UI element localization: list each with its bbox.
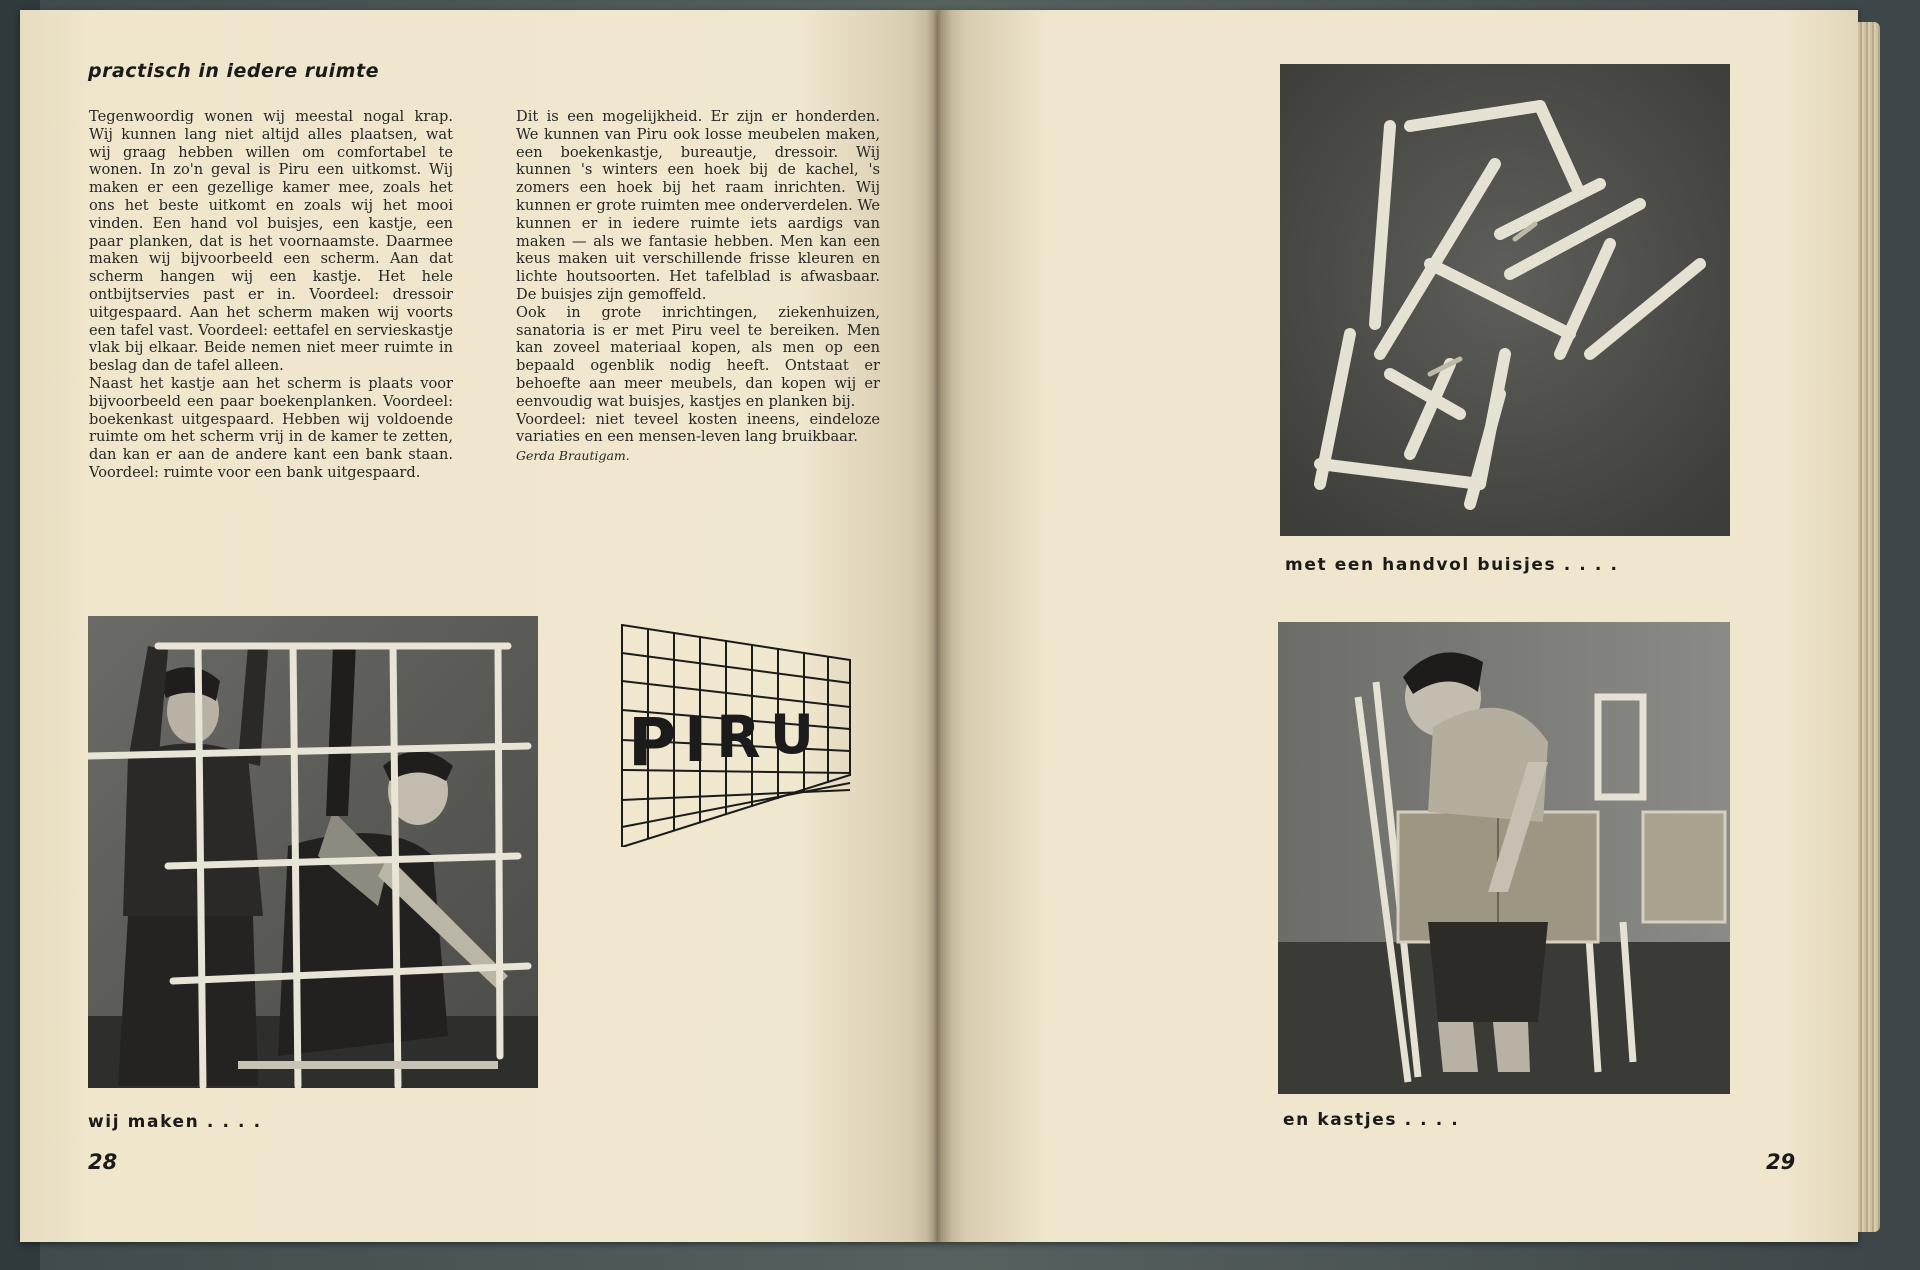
book-spread bbox=[20, 10, 1870, 1260]
author-signature: Gerda Brautigam. bbox=[516, 448, 630, 464]
book-gutter bbox=[926, 10, 952, 1242]
paragraph: Voordeel: niet teveel kosten ineens, eindeloze variaties en een mensen-leven lang bruikbaar. bbox=[516, 410, 880, 446]
piru-logo bbox=[620, 615, 852, 847]
logo-letter-p: P bbox=[628, 704, 677, 781]
paragraph: Ook in grote inrichtingen, ziekenhuizen, sanatoria is er met Piru veel te bereiken. Men kan zoveel materiaal kopen, als men op een bepaald ogenblik nodig heeft. Ontstaat er behoefte aan meer meubels, dan kopen wij er eenvoudig wat buisjes, kastjes en planken bij. bbox=[516, 303, 880, 410]
page-edges bbox=[1858, 22, 1880, 1232]
paragraph: Naast het kastje aan het scherm is plaats voor bijvoorbeeld een paar boekenplanken. Voordeel: boekenkast uitgespaard. Hebben wij voldoende ruimte om het scherm vrij in de kamer te zetten, dan kan er aan de andere kant een bank staan. Voordeel: ruimte voor een bank uitgespaard. bbox=[89, 374, 453, 481]
caption-met-een-handvol-buisjes: met een handvol buisjes . . . . bbox=[1285, 555, 1619, 575]
caption-en-kastjes: en kastjes . . . . bbox=[1283, 1110, 1460, 1130]
caption-wij-maken: wij maken . . . . bbox=[88, 1112, 262, 1132]
logo-letter-i: I bbox=[684, 703, 708, 776]
page-heading: practisch in iedere ruimte bbox=[88, 60, 379, 82]
paragraph: Tegenwoordig wonen wij meestal nogal krap. Wij kunnen lang niet altijd alles plaatsen, wat wij graag hebben willen om comfortabel te wonen. In zo'n geval is Piru een uitkomst. Wij maken er een gezellige kamer mee, zoals het ons het beste uitkomt en zoals wij het mooi vinden. Een hand vol buisjes, een kastje, een paar planken, dat is het voornaamste. Daarmee maken wij bijvoorbeeld een scherm. Aan dat scherm hangen wij een kastje. Het hele ontbijtservies past er in. Voordeel: dressoir uitgespaard. Aan het scherm maken wij voorts een tafel vast. Voordeel: eettafel en servieskastje vlak bij elkaar. Beide nemen niet meer ruimte in beslag dan de tafel alleen. bbox=[89, 108, 453, 375]
photo-tubes-pile bbox=[1280, 64, 1730, 536]
page-number-right: 29 bbox=[1766, 1150, 1796, 1174]
paragraph: Dit is een mogelijkheid. Er zijn er honderden. We kunnen van Piru ook losse meubelen maken, een boekenkastje, bureautje, dressoir. Wij kunnen 's winters een hoek bij de kachel, 's zomers een hoek bij het raam inrichten. Wij kunnen er grote ruimten mee onderverdelen. We kunnen er in iedere ruimte iets aardigs van maken — als we fantasie hebben. Men kan een keus maken uit verschillende frisse kleuren en lichte houtsoorten. Het tafelblad is afwasbaar. De buisjes zijn gemoffeld. bbox=[516, 108, 880, 303]
photo-people-illustration bbox=[88, 616, 538, 1088]
photo-cabinet-illustration bbox=[1278, 622, 1730, 1094]
logo-letter-r: R bbox=[716, 703, 761, 771]
text-column-left bbox=[89, 108, 453, 482]
photo-tubes-illustration bbox=[1280, 64, 1730, 536]
right-page bbox=[938, 10, 1858, 1242]
text-column-right bbox=[516, 108, 880, 465]
photo-woman-with-cabinet bbox=[1278, 622, 1730, 1094]
logo-letter-u: U bbox=[770, 703, 814, 766]
left-page bbox=[20, 10, 938, 1242]
photo-people-assembling-screen bbox=[88, 616, 538, 1088]
page-number-left: 28 bbox=[88, 1150, 118, 1174]
